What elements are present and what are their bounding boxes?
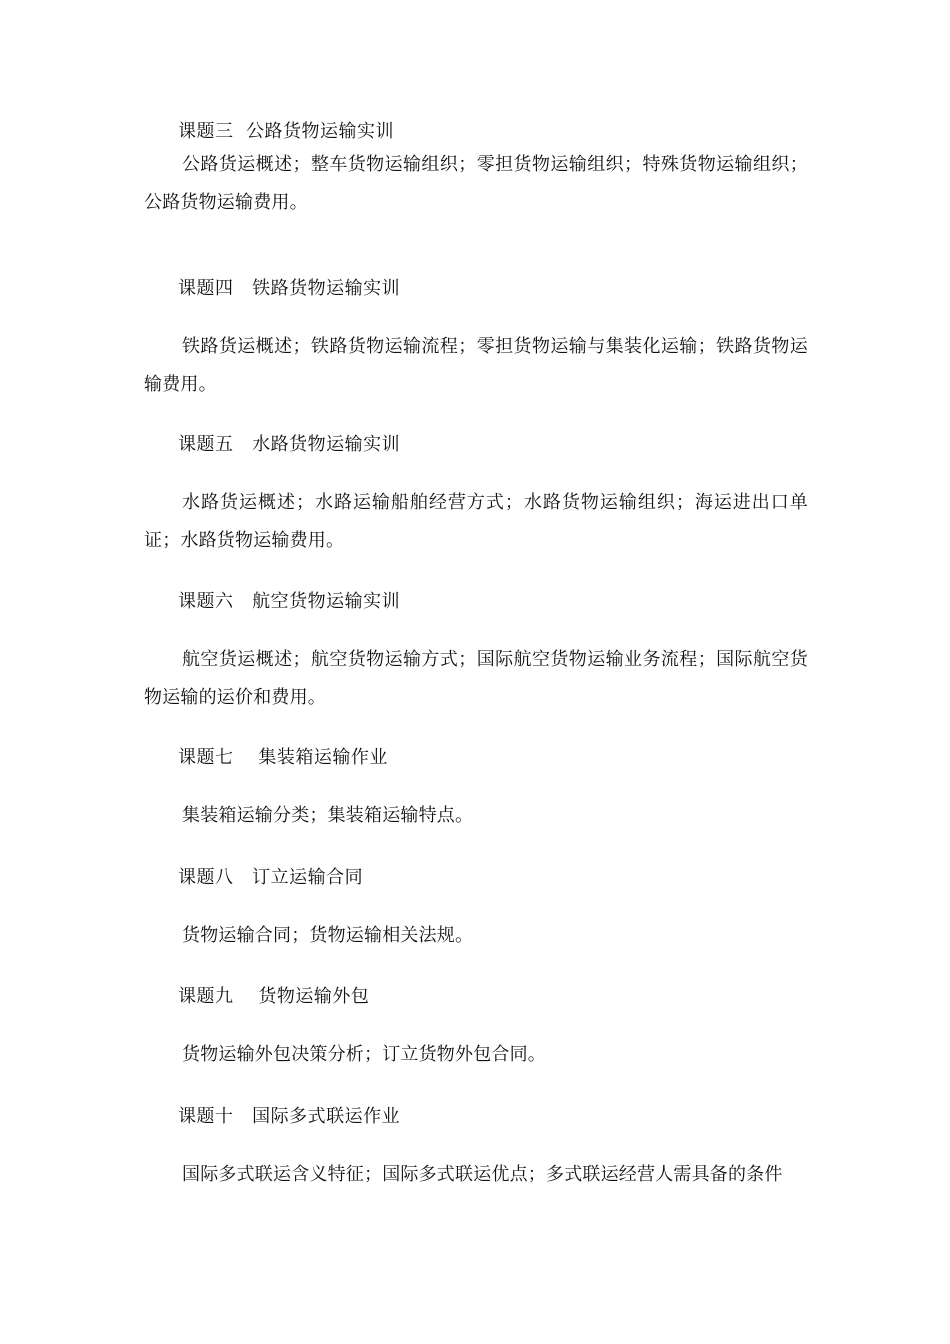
- section-heading-5: 课题五 水路货物运输实训: [178, 434, 401, 455]
- section-heading-10: 课题十 国际多式联运作业: [178, 1106, 401, 1127]
- section-body-8: 货物运输合同；货物运输相关法规。: [182, 925, 474, 946]
- section-body-3: 公路货运概述；整车货物运输组织；零担货物运输组织；特殊货物运输组织；公路货物运输费用。: [144, 154, 808, 213]
- section-heading-9: 课题九 货物运输外包: [178, 986, 370, 1007]
- section-body-10: 国际多式联运含义特征；国际多式联运优点；多式联运经营人需具备的条件: [182, 1164, 783, 1185]
- section-body-6: 航空货运概述；航空货物运输方式；国际航空货物运输业务流程；国际航空货物运输的运价和费用。: [144, 649, 808, 708]
- section-heading-8: 课题八 订立运输合同: [178, 867, 364, 888]
- section-heading-4: 课题四 铁路货物运输实训: [178, 278, 401, 299]
- section-body-5: 水路货运概述；水路运输船舶经营方式；水路货物运输组织；海运进出口单证；水路货物运输费用。: [144, 492, 808, 551]
- section-heading-7: 课题七 集装箱运输作业: [178, 747, 388, 768]
- section-body-9: 货物运输外包决策分析；订立货物外包合同。: [182, 1044, 546, 1065]
- section-heading-3: 课题三 公路货物运输实训: [178, 121, 394, 142]
- section-heading-6: 课题六 航空货物运输实训: [178, 591, 401, 612]
- section-body-7: 集装箱运输分类；集装箱运输特点。: [182, 805, 474, 826]
- section-body-4: 铁路货运概述；铁路货物运输流程；零担货物运输与集装化运输；铁路货物运输费用。: [144, 336, 808, 395]
